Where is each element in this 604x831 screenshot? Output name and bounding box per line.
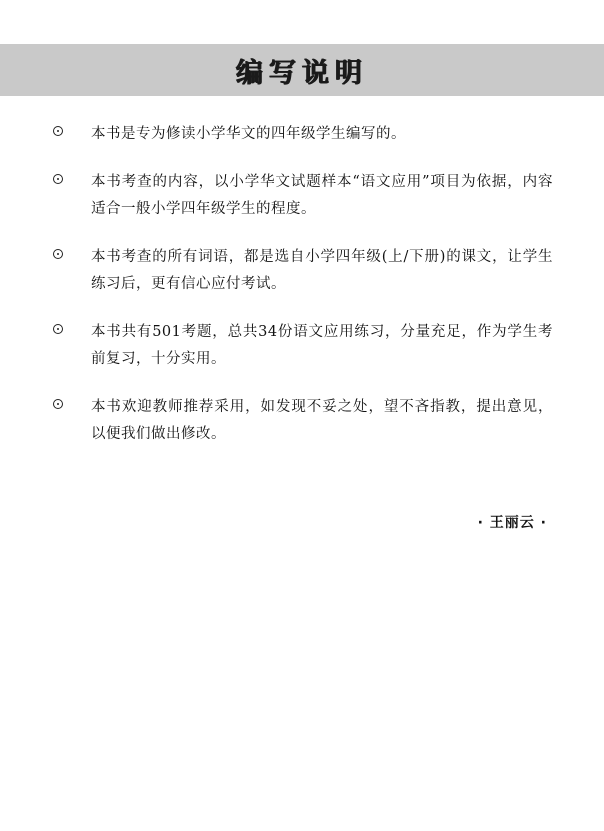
list-item [0,394,604,448]
circle-dot-bullet-icon [53,324,63,334]
list-item-text: 本书欢迎教师推荐采用，如发现不妥之处，望不吝指教，提出意见，以便我们做出修改。 [91,399,553,442]
list-item-text: 本书共有501考题，总共34份语文应用练习，分量充足，作为学生考前复习，十分实用。 [91,324,553,367]
author-signature: · 王丽云 · [477,515,547,531]
list-item-text: 本书考查的所有词语，都是选自小学四年级(上/下册)的课文，让学生练习后，更有信心应付考试。 [91,249,553,292]
list-item [0,319,604,373]
circle-dot-bullet-icon [53,249,63,259]
circle-dot-bullet-icon [53,174,63,184]
list-item [0,121,604,148]
circle-dot-bullet-icon [53,399,63,409]
notes-list [0,121,604,469]
list-item-text: 本书是专为修读小学华文的四年级学生编写的。 [91,126,406,142]
title-band [0,44,604,96]
list-item-text: 本书考查的内容，以小学华文试题样本“语文应用”项目为依据，内容适合一般小学四年级学生的程度。 [91,174,553,217]
list-item [0,244,604,298]
circle-dot-bullet-icon [53,126,63,136]
list-item [0,169,604,223]
page-title: 编写说明 [236,57,368,89]
